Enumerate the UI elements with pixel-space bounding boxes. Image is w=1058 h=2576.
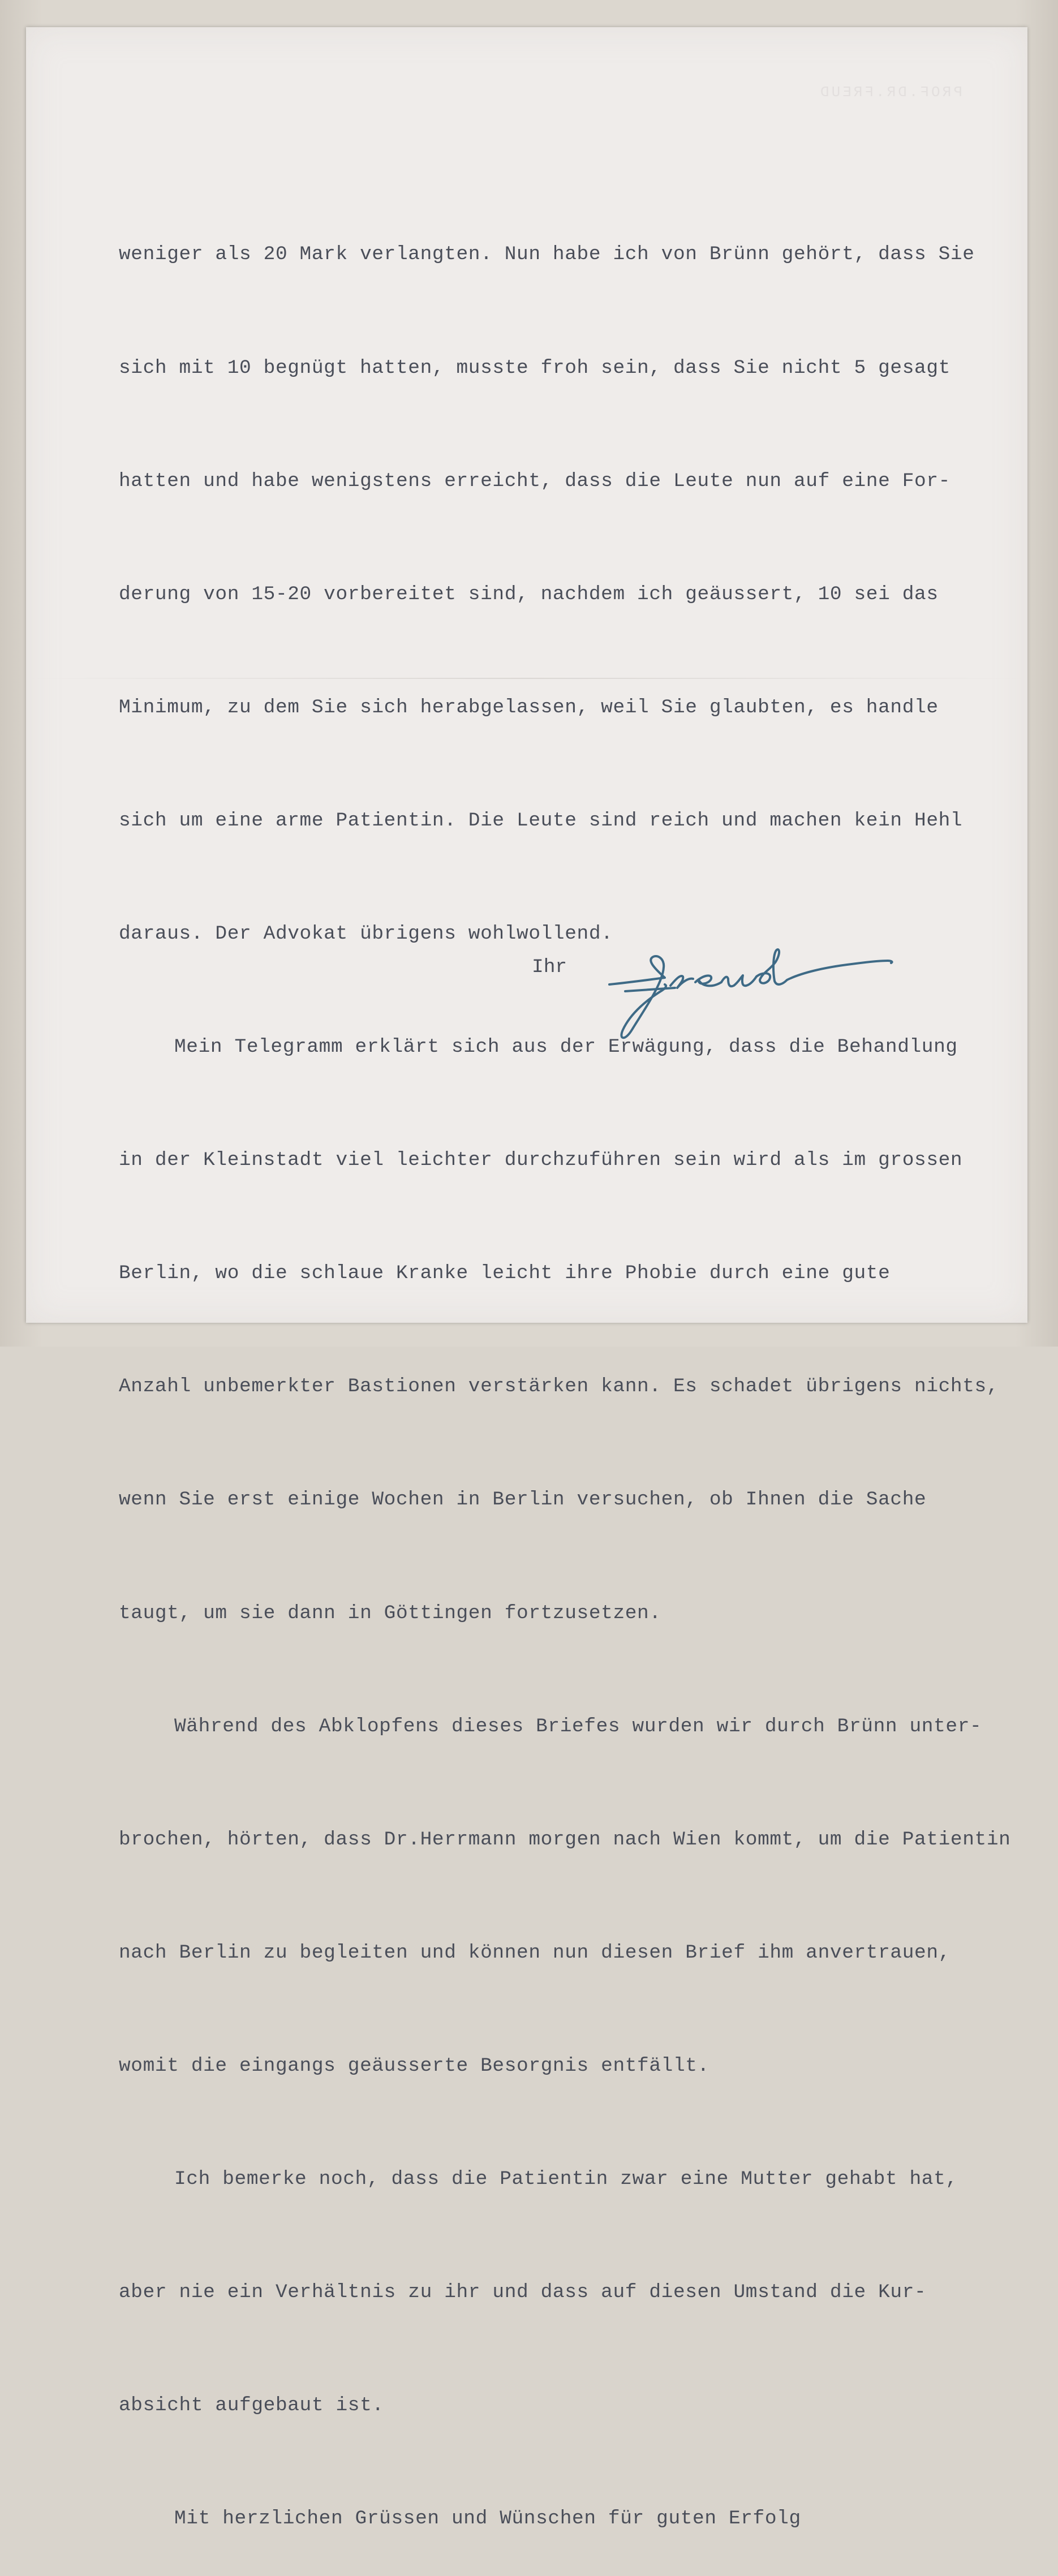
letter-line: brochen, hörten, dass Dr.Herrmann morgen nach Wien kommt, um die Patientin	[119, 1828, 1011, 1851]
letter-line: Ich bemerke noch, dass die Patientin zwar eine Mutter gehabt hat,	[174, 2168, 958, 2190]
letter-body	[119, 161, 1011, 2576]
letter-line: wenn Sie erst einige Wochen in Berlin versuchen, ob Ihnen die Sache	[119, 1489, 927, 1511]
letter-line: sich um eine arme Patientin. Die Leute sind reich und machen kein Hehl	[119, 809, 963, 832]
letter-line: aber nie ein Verhältnis zu ihr und dass auf diesen Umstand die Kur-	[119, 2281, 927, 2304]
letter-line: sich mit 10 begnügt hatten, musste froh sein, dass Sie nicht 5 gesagt	[119, 356, 951, 379]
letter-line: nach Berlin zu begleiten und können nun diesen Brief ihm anvertrauen,	[119, 1941, 951, 1964]
letter-line: Anzahl unbemerkter Bastionen verstärken kann. Es schadet übrigens nichts,	[119, 1375, 999, 1398]
letter-line: Mit herzlichen Grüssen und Wünschen für guten Erfolg	[174, 2508, 801, 2530]
letter-line: weniger als 20 Mark verlangten. Nun habe ich von Brünn gehört, dass Sie	[119, 243, 975, 266]
closing-word: Ihr	[532, 956, 567, 978]
letter-line: hatten und habe wenigstens erreicht, dass die Leute nun auf eine For-	[119, 470, 951, 492]
letter-line: Mein Telegramm erklärt sich aus der Erwägung, dass die Behandlung	[174, 1036, 958, 1059]
letter-line: Während des Abklopfens dieses Briefes wurden wir durch Brünn unter-	[174, 1715, 982, 1738]
letter-line: absicht aufgebaut ist.	[119, 2394, 384, 2417]
letter-line: womit die eingangs geäusserte Besorgnis entfällt.	[119, 2054, 709, 2077]
letter-line: Minimum, zu dem Sie sich herabgelassen, weil Sie glaubten, es handle	[119, 696, 939, 719]
letter-line: derung von 15-20 vorbereitet sind, nachdem ich geäussert, 10 sei das	[119, 583, 939, 605]
letter-line: taugt, um sie dann in Göttingen fortzusetzen.	[119, 1602, 661, 1624]
handwritten-signature	[608, 945, 970, 1047]
letter-line: in der Kleinstadt viel leichter durchzuführen sein wird als im grossen	[119, 1149, 963, 1172]
letter-line: daraus. Der Advokat übrigens wohlwollend.	[119, 922, 613, 945]
letter-line: Berlin, wo die schlaue Kranke leicht ihre Phobie durch eine gute	[119, 1262, 891, 1285]
show-through-letterhead: PROF.DR.FREUD	[818, 84, 962, 101]
